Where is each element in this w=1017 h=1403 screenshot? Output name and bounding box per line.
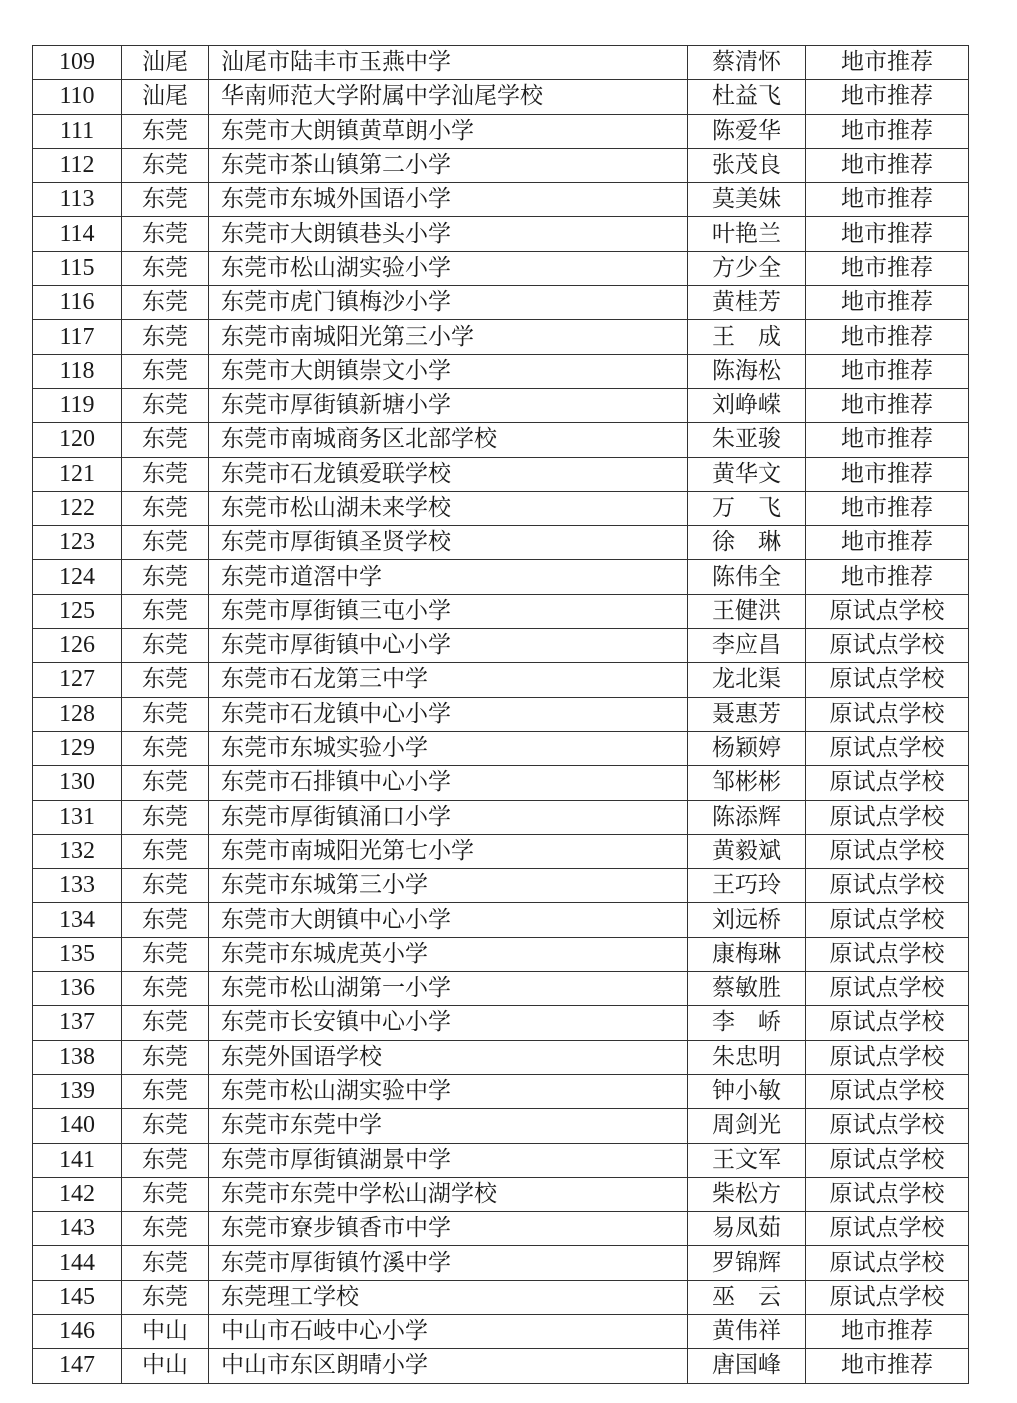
school-name-cell: 东莞市大朗镇黄草朗小学 (209, 114, 688, 148)
row-number: 115 (33, 251, 122, 285)
table-row (33, 869, 969, 903)
recommendation-type-cell: 原试点学校 (806, 1040, 969, 1074)
school-name-cell: 华南师范大学附属中学汕尾学校 (209, 80, 688, 114)
table-row (33, 1246, 969, 1280)
row-number: 121 (33, 457, 122, 491)
recommendation-type-cell: 原试点学校 (806, 869, 969, 903)
row-number: 142 (33, 1177, 122, 1211)
recommendation-type-cell: 地市推荐 (806, 46, 969, 80)
school-name-cell: 东莞市南城商务区北部学校 (209, 423, 688, 457)
school-name-cell: 东莞市厚街镇三屯小学 (209, 594, 688, 628)
person-name-cell: 聂惠芳 (688, 697, 806, 731)
table-row (33, 937, 969, 971)
person-name-cell: 王巧玲 (688, 869, 806, 903)
school-name-cell: 东莞市松山湖实验中学 (209, 1074, 688, 1108)
recommendation-type-cell: 地市推荐 (806, 217, 969, 251)
city-cell: 东莞 (122, 594, 209, 628)
person-name-cell: 刘远桥 (688, 903, 806, 937)
row-number: 123 (33, 526, 122, 560)
row-number: 134 (33, 903, 122, 937)
table-row (33, 1212, 969, 1246)
person-name-cell: 王 成 (688, 320, 806, 354)
school-name-cell: 东莞市南城阳光第七小学 (209, 834, 688, 868)
city-cell: 东莞 (122, 629, 209, 663)
recommendation-type-cell: 原试点学校 (806, 972, 969, 1006)
city-cell: 东莞 (122, 286, 209, 320)
school-name-cell: 东莞市东城虎英小学 (209, 937, 688, 971)
city-cell: 东莞 (122, 1006, 209, 1040)
table-row (33, 1040, 969, 1074)
recommendation-type-cell: 地市推荐 (806, 354, 969, 388)
recommendation-type-cell: 地市推荐 (806, 423, 969, 457)
school-name-cell: 东莞市大朗镇中心小学 (209, 903, 688, 937)
school-name-cell: 中山市东区朗晴小学 (209, 1349, 688, 1383)
recommendation-type-cell: 原试点学校 (806, 697, 969, 731)
person-name-cell: 陈爱华 (688, 114, 806, 148)
table-row (33, 663, 969, 697)
row-number: 112 (33, 148, 122, 182)
row-number: 109 (33, 46, 122, 80)
city-cell: 东莞 (122, 766, 209, 800)
city-cell: 东莞 (122, 1177, 209, 1211)
table-row (33, 388, 969, 422)
recommendation-type-cell: 地市推荐 (806, 491, 969, 525)
row-number: 111 (33, 114, 122, 148)
school-name-cell: 中山市石岐中心小学 (209, 1314, 688, 1348)
row-number: 125 (33, 594, 122, 628)
city-cell: 东莞 (122, 834, 209, 868)
row-number: 136 (33, 972, 122, 1006)
row-number: 131 (33, 800, 122, 834)
table-row (33, 834, 969, 868)
table-row (33, 354, 969, 388)
school-name-cell: 东莞市松山湖实验小学 (209, 251, 688, 285)
school-name-cell: 东莞市东莞中学松山湖学校 (209, 1177, 688, 1211)
row-number: 120 (33, 423, 122, 457)
school-name-cell: 东莞市长安镇中心小学 (209, 1006, 688, 1040)
recommendation-type-cell: 原试点学校 (806, 800, 969, 834)
school-name-cell: 东莞外国语学校 (209, 1040, 688, 1074)
person-name-cell: 陈添辉 (688, 800, 806, 834)
table-row (33, 491, 969, 525)
recommendation-type-cell: 原试点学校 (806, 1177, 969, 1211)
school-name-cell: 东莞市厚街镇新塘小学 (209, 388, 688, 422)
table-row (33, 526, 969, 560)
table-row (33, 1143, 969, 1177)
person-name-cell: 王文军 (688, 1143, 806, 1177)
person-name-cell: 万 飞 (688, 491, 806, 525)
table-row (33, 766, 969, 800)
person-name-cell: 杨颖婷 (688, 731, 806, 765)
table-row (33, 594, 969, 628)
table-row (33, 731, 969, 765)
recommendation-type-cell: 原试点学校 (806, 903, 969, 937)
city-cell: 东莞 (122, 869, 209, 903)
row-number: 139 (33, 1074, 122, 1108)
recommendation-type-cell: 地市推荐 (806, 286, 969, 320)
row-number: 114 (33, 217, 122, 251)
row-number: 122 (33, 491, 122, 525)
school-name-cell: 东莞市石龙镇中心小学 (209, 697, 688, 731)
school-name-cell: 东莞市石排镇中心小学 (209, 766, 688, 800)
city-cell: 东莞 (122, 114, 209, 148)
school-name-cell: 东莞市厚街镇中心小学 (209, 629, 688, 663)
city-cell: 东莞 (122, 526, 209, 560)
recommendation-type-cell: 原试点学校 (806, 766, 969, 800)
city-cell: 东莞 (122, 937, 209, 971)
row-number: 144 (33, 1246, 122, 1280)
city-cell: 东莞 (122, 731, 209, 765)
recommendation-type-cell: 地市推荐 (806, 183, 969, 217)
person-name-cell: 张茂良 (688, 148, 806, 182)
recommendation-type-cell: 原试点学校 (806, 731, 969, 765)
city-cell: 东莞 (122, 251, 209, 285)
recommendation-type-cell: 原试点学校 (806, 1280, 969, 1314)
person-name-cell: 李应昌 (688, 629, 806, 663)
school-name-cell: 东莞市东城外国语小学 (209, 183, 688, 217)
school-name-cell: 东莞市石龙第三中学 (209, 663, 688, 697)
person-name-cell: 易凤茹 (688, 1212, 806, 1246)
city-cell: 东莞 (122, 800, 209, 834)
row-number: 119 (33, 388, 122, 422)
row-number: 138 (33, 1040, 122, 1074)
recommendation-type-cell: 地市推荐 (806, 1349, 969, 1383)
row-number: 145 (33, 1280, 122, 1314)
table-row (33, 286, 969, 320)
recommendation-type-cell: 地市推荐 (806, 148, 969, 182)
school-name-cell: 东莞市松山湖第一小学 (209, 972, 688, 1006)
table-row (33, 423, 969, 457)
recommendation-type-cell: 地市推荐 (806, 251, 969, 285)
recommendation-type-cell: 原试点学校 (806, 663, 969, 697)
row-number: 140 (33, 1109, 122, 1143)
table-row (33, 1109, 969, 1143)
city-cell: 东莞 (122, 663, 209, 697)
row-number: 129 (33, 731, 122, 765)
table-row (33, 320, 969, 354)
city-cell: 东莞 (122, 354, 209, 388)
city-cell: 东莞 (122, 1143, 209, 1177)
table-row (33, 217, 969, 251)
city-cell: 中山 (122, 1314, 209, 1348)
row-number: 126 (33, 629, 122, 663)
row-number: 128 (33, 697, 122, 731)
person-name-cell: 陈海松 (688, 354, 806, 388)
school-name-cell: 东莞市茶山镇第二小学 (209, 148, 688, 182)
school-name-cell: 东莞市厚街镇竹溪中学 (209, 1246, 688, 1280)
recommendation-type-cell: 原试点学校 (806, 834, 969, 868)
person-name-cell: 柴松方 (688, 1177, 806, 1211)
recommendation-type-cell: 地市推荐 (806, 1314, 969, 1348)
city-cell: 东莞 (122, 972, 209, 1006)
person-name-cell: 黄伟祥 (688, 1314, 806, 1348)
school-name-cell: 东莞市寮步镇香市中学 (209, 1212, 688, 1246)
person-name-cell: 刘峥嵘 (688, 388, 806, 422)
city-cell: 东莞 (122, 1040, 209, 1074)
recommendation-type-cell: 原试点学校 (806, 1074, 969, 1108)
person-name-cell: 朱亚骏 (688, 423, 806, 457)
recommendation-type-cell: 原试点学校 (806, 1246, 969, 1280)
recommendation-type-cell: 原试点学校 (806, 1109, 969, 1143)
city-cell: 东莞 (122, 423, 209, 457)
person-name-cell: 蔡敏胜 (688, 972, 806, 1006)
table-row (33, 1314, 969, 1348)
document-page (32, 45, 969, 1384)
city-cell: 东莞 (122, 457, 209, 491)
person-name-cell: 杜益飞 (688, 80, 806, 114)
recommendation-type-cell: 原试点学校 (806, 937, 969, 971)
table-row (33, 183, 969, 217)
row-number: 124 (33, 560, 122, 594)
person-name-cell: 邹彬彬 (688, 766, 806, 800)
row-number: 147 (33, 1349, 122, 1383)
row-number: 116 (33, 286, 122, 320)
row-number: 127 (33, 663, 122, 697)
city-cell: 东莞 (122, 697, 209, 731)
city-cell: 东莞 (122, 183, 209, 217)
recommendation-type-cell: 原试点学校 (806, 594, 969, 628)
table-row (33, 148, 969, 182)
person-name-cell: 巫 云 (688, 1280, 806, 1314)
recommendation-type-cell: 地市推荐 (806, 457, 969, 491)
person-name-cell: 朱忠明 (688, 1040, 806, 1074)
person-name-cell: 陈伟全 (688, 560, 806, 594)
school-list-table (32, 45, 969, 1384)
person-name-cell: 龙北渠 (688, 663, 806, 697)
recommendation-type-cell: 地市推荐 (806, 114, 969, 148)
table-row (33, 1006, 969, 1040)
city-cell: 东莞 (122, 388, 209, 422)
person-name-cell: 王健洪 (688, 594, 806, 628)
school-name-cell: 东莞市道滘中学 (209, 560, 688, 594)
row-number: 133 (33, 869, 122, 903)
city-cell: 东莞 (122, 1246, 209, 1280)
school-name-cell: 东莞市虎门镇梅沙小学 (209, 286, 688, 320)
school-name-cell: 东莞市东莞中学 (209, 1109, 688, 1143)
school-name-cell: 东莞市东城第三小学 (209, 869, 688, 903)
person-name-cell: 康梅琳 (688, 937, 806, 971)
recommendation-type-cell: 地市推荐 (806, 80, 969, 114)
city-cell: 东莞 (122, 320, 209, 354)
school-name-cell: 东莞市厚街镇湖景中学 (209, 1143, 688, 1177)
row-number: 137 (33, 1006, 122, 1040)
table-row (33, 560, 969, 594)
table-row (33, 903, 969, 937)
person-name-cell: 黄桂芳 (688, 286, 806, 320)
person-name-cell: 蔡清怀 (688, 46, 806, 80)
recommendation-type-cell: 地市推荐 (806, 560, 969, 594)
school-name-cell: 东莞市石龙镇爱联学校 (209, 457, 688, 491)
person-name-cell: 叶艳兰 (688, 217, 806, 251)
row-number: 118 (33, 354, 122, 388)
school-name-cell: 东莞市南城阳光第三小学 (209, 320, 688, 354)
school-name-cell: 东莞市大朗镇巷头小学 (209, 217, 688, 251)
person-name-cell: 莫美妹 (688, 183, 806, 217)
school-name-cell: 东莞市厚街镇圣贤学校 (209, 526, 688, 560)
row-number: 130 (33, 766, 122, 800)
recommendation-type-cell: 原试点学校 (806, 629, 969, 663)
table-row (33, 972, 969, 1006)
person-name-cell: 唐国峰 (688, 1349, 806, 1383)
city-cell: 东莞 (122, 1109, 209, 1143)
city-cell: 东莞 (122, 1074, 209, 1108)
recommendation-type-cell: 地市推荐 (806, 320, 969, 354)
school-name-cell: 东莞市大朗镇崇文小学 (209, 354, 688, 388)
row-number: 143 (33, 1212, 122, 1246)
table-row (33, 457, 969, 491)
row-number: 146 (33, 1314, 122, 1348)
row-number: 117 (33, 320, 122, 354)
table-row (33, 1177, 969, 1211)
row-number: 141 (33, 1143, 122, 1177)
table-row (33, 1074, 969, 1108)
recommendation-type-cell: 地市推荐 (806, 526, 969, 560)
person-name-cell: 黄华文 (688, 457, 806, 491)
row-number: 135 (33, 937, 122, 971)
person-name-cell: 周剑光 (688, 1109, 806, 1143)
city-cell: 东莞 (122, 491, 209, 525)
person-name-cell: 徐 琳 (688, 526, 806, 560)
city-cell: 汕尾 (122, 46, 209, 80)
table-row (33, 80, 969, 114)
recommendation-type-cell: 原试点学校 (806, 1006, 969, 1040)
table-row (33, 1280, 969, 1314)
person-name-cell: 钟小敏 (688, 1074, 806, 1108)
person-name-cell: 方少全 (688, 251, 806, 285)
table-row (33, 46, 969, 80)
city-cell: 东莞 (122, 560, 209, 594)
city-cell: 东莞 (122, 1212, 209, 1246)
school-name-cell: 东莞市松山湖未来学校 (209, 491, 688, 525)
person-name-cell: 罗锦辉 (688, 1246, 806, 1280)
school-name-cell: 汕尾市陆丰市玉燕中学 (209, 46, 688, 80)
city-cell: 东莞 (122, 1280, 209, 1314)
row-number: 132 (33, 834, 122, 868)
table-row (33, 697, 969, 731)
person-name-cell: 李 峤 (688, 1006, 806, 1040)
city-cell: 东莞 (122, 903, 209, 937)
recommendation-type-cell: 地市推荐 (806, 388, 969, 422)
table-row (33, 251, 969, 285)
recommendation-type-cell: 原试点学校 (806, 1143, 969, 1177)
city-cell: 东莞 (122, 217, 209, 251)
city-cell: 汕尾 (122, 80, 209, 114)
row-number: 113 (33, 183, 122, 217)
table-row (33, 1349, 969, 1383)
school-name-cell: 东莞理工学校 (209, 1280, 688, 1314)
row-number: 110 (33, 80, 122, 114)
school-name-cell: 东莞市厚街镇涌口小学 (209, 800, 688, 834)
table-row (33, 629, 969, 663)
city-cell: 东莞 (122, 148, 209, 182)
table-row (33, 800, 969, 834)
city-cell: 中山 (122, 1349, 209, 1383)
school-name-cell: 东莞市东城实验小学 (209, 731, 688, 765)
table-body (33, 46, 969, 1384)
table-row (33, 114, 969, 148)
recommendation-type-cell: 原试点学校 (806, 1212, 969, 1246)
person-name-cell: 黄毅斌 (688, 834, 806, 868)
